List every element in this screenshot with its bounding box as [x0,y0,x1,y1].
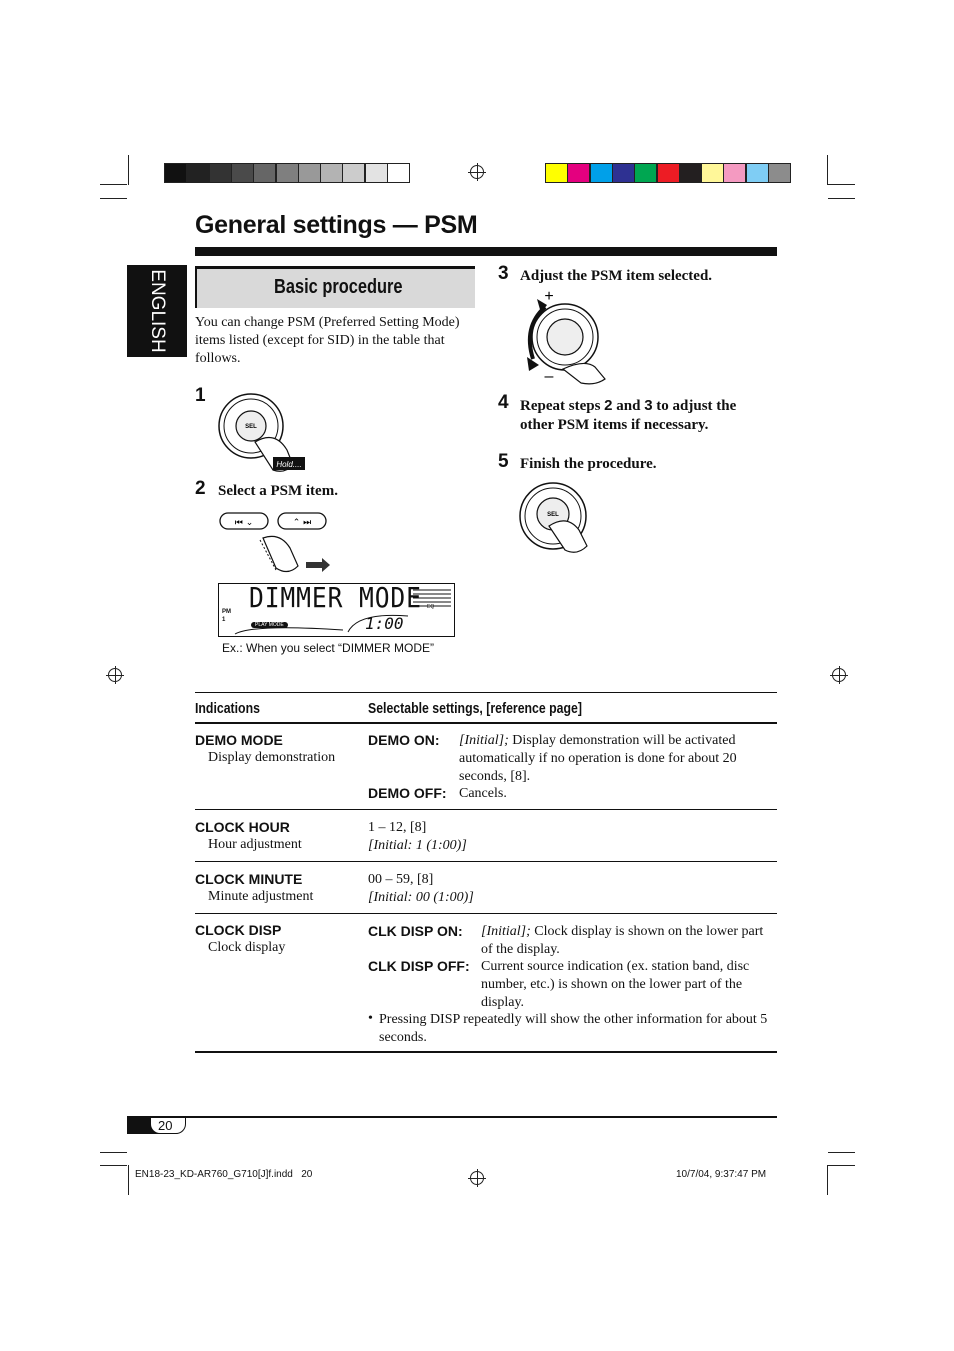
lcd-clock: 1:00 [365,614,404,633]
crop-mark [100,1152,127,1153]
table-note: Pressing DISP repeatedly will show the other information for about 5 seconds. [379,1012,768,1045]
registration-mark [470,1171,484,1185]
crop-mark [827,155,828,185]
initial-marker: [Initial: 00 (1:00)] [368,890,474,905]
lcd-display [218,583,455,637]
crop-mark [828,1152,855,1153]
footer-file-info: EN18-23_KD-AR760_G710[J]f.indd 20 [135,1169,313,1180]
title-rule [195,247,777,256]
table-row-sub: Display demonstration [208,750,336,765]
page-number: 20 [158,1118,173,1133]
procedure-heading-left-rule [195,266,197,308]
gray-swatch [209,163,232,183]
setting-range: 1 – 12, [8] [368,820,427,835]
table-header-indications: Indications [195,700,260,717]
control-dial-hold-illustration [215,390,310,475]
setting-label: CLK DISP ON: [368,923,463,939]
lcd-pm-indicator: PM [222,609,231,615]
prev-down-icon: ⏮ ⌄ [234,518,254,528]
color-swatch [746,163,769,183]
hold-label: Hold.... [276,460,302,469]
gray-swatch [298,163,321,183]
table-row-rule [195,809,777,810]
color-swatch [701,163,724,183]
step-text: Adjust the PSM item selected. [520,268,713,284]
setting-range: 00 – 59, [8] [368,872,434,887]
procedure-intro: You can change PSM (Preferred Setting Mode) items listed (except for SID) in the table that follows. [195,315,460,366]
gray-swatch [276,163,299,183]
step-ref: 3 [644,397,653,414]
footer-rule [127,1116,777,1118]
step-text-part: Repeat steps [520,398,605,414]
color-swatch [634,163,657,183]
color-swatch [679,163,702,183]
setting-desc [459,732,759,786]
setting-desc [481,923,776,959]
language-tab-label: ENGLISH [147,269,168,353]
table-row-sub: Hour adjustment [208,837,302,852]
table-row-indication: DEMO MODE [195,732,283,748]
registration-mark [832,668,846,682]
step-text: Select a PSM item. [218,483,338,499]
procedure-heading: Basic procedure [274,276,403,298]
table-row-sub: Minute adjustment [208,889,314,904]
crop-mark [828,198,855,199]
lcd-arc-decoration [233,606,413,636]
initial-marker: [Initial]; [481,924,531,939]
step-text-part: and [612,398,645,414]
color-swatch [723,163,746,183]
table-row-sub: Clock display [208,940,286,955]
gray-swatch [186,163,209,183]
registration-mark [470,165,484,179]
gray-swatch [253,163,276,183]
color-swatch [657,163,680,183]
minus-label: – [544,368,554,385]
registration-mark [108,668,122,682]
color-swatch [612,163,635,183]
step-text [520,396,770,435]
crop-mark [100,198,127,199]
sel-label: SEL [245,424,257,430]
setting-text: Clock display is shown on the lower part of the display. [481,924,764,957]
table-row-indication: CLOCK MINUTE [195,871,303,887]
next-up-icon: ⌃ ⏭ [292,518,312,528]
lcd-level-meter-icon [411,586,453,610]
display-caption: Ex.: When you select “DIMMER MODE” [222,641,435,655]
step-text: Finish the procedure. [520,456,657,472]
lcd-eq-indicator: EQ [427,604,435,610]
crop-mark [128,155,129,185]
step-number: 5 [498,451,509,472]
setting-initial [368,889,474,907]
initial-marker: [Initial]; [459,733,509,748]
table-bottom-rule [195,1051,777,1053]
gray-swatch [342,163,365,183]
gray-swatch [320,163,343,183]
footer-timestamp: 10/7/04, 9:37:47 PM [676,1169,767,1180]
page-title: General settings — PSM [195,211,478,239]
setting-desc: Cancels. [459,786,507,801]
lcd-main-text: DIMMER MODE [249,581,422,614]
gray-swatch [387,163,410,183]
crop-mark [100,184,127,185]
plus-label: + [544,288,554,305]
setting-text: Display demonstration will be activated automatically if no operation is done for about 20 seconds, [8]. [459,733,737,784]
gray-swatch [164,163,187,183]
step-number: 3 [498,263,509,284]
gray-swatch [365,163,388,183]
lcd-playmode-indicator: PLAY MODE [251,622,288,628]
control-dial-press-illustration [515,478,600,563]
crop-mark [828,184,855,185]
gray-swatch [231,163,254,183]
setting-initial [368,837,467,855]
color-swatch [567,163,590,183]
crop-mark [128,1165,129,1195]
step-number: 4 [498,392,509,413]
table-row-rule [195,861,777,862]
setting-label: CLK DISP OFF: [368,958,470,974]
table-row-indication: CLOCK DISP [195,922,282,938]
setting-label: DEMO ON: [368,732,440,748]
table-header-rule [195,722,777,724]
initial-marker: [Initial: 1 (1:00)] [368,838,467,853]
color-swatch [545,163,568,183]
crop-mark [828,1165,855,1166]
table-top-rule [195,692,777,693]
step-ref: 2 [604,397,613,414]
color-swatch [590,163,613,183]
lcd-one-indicator: 1 [222,617,226,623]
setting-label: DEMO OFF: [368,785,447,801]
control-dial-rotate-illustration [515,287,615,387]
setting-desc: Current source indication (ex. station band, disc number, etc.) is shown on the lower part of the display. [481,959,750,1010]
bullet-icon: • [368,1011,373,1026]
step-number: 1 [195,385,206,406]
step-text-part: to adjust the other PSM items if necessary. [520,398,737,433]
crop-mark [100,1165,127,1166]
crop-mark [827,1165,828,1195]
sel-label: SEL [547,512,559,518]
track-buttons-illustration [218,510,338,580]
table-row-rule [195,913,777,914]
table-row-indication: CLOCK HOUR [195,819,290,835]
step-number: 2 [195,478,206,499]
color-swatch [768,163,791,183]
table-header-settings: Selectable settings, [reference page] [368,700,582,717]
